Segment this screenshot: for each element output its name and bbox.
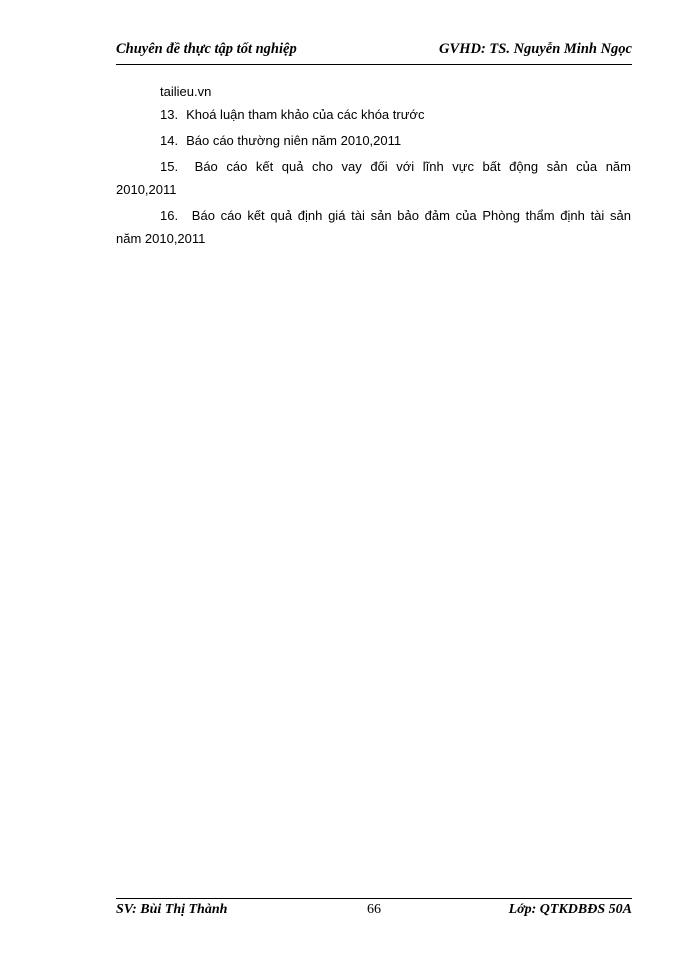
reference-number: 13.: [160, 107, 179, 122]
reference-continued-line: tailieu.vn: [160, 84, 212, 99]
reference-number: 14.: [160, 133, 179, 148]
reference-item-14: [116, 129, 631, 152]
reference-text-continued: 2010,2011: [116, 182, 177, 197]
reference-text-continued: năm 2010,2011: [116, 231, 206, 246]
footer-student-name: SV: Bùi Thị Thành: [116, 902, 228, 917]
reference-number: 15.: [160, 159, 179, 174]
reference-number: 16.: [160, 208, 179, 223]
reference-text: Khoá luận tham khảo của các khóa trước: [186, 107, 425, 122]
reference-item-16: [116, 204, 631, 250]
footer-class: Lớp: QTKDBĐS 50A: [508, 902, 632, 917]
header-report-title: Chuyên đề thực tập tốt nghiệp: [116, 41, 297, 57]
reference-item-15: [116, 155, 631, 201]
page-footer: [116, 898, 632, 921]
header-supervisor: GVHD: TS. Nguyễn Minh Ngọc: [439, 41, 632, 57]
footer-page-number: 66: [367, 902, 381, 917]
reference-text: Báo cáo kết quả định giá tài sản bảo đảm của Phòng thẩm định tài sản: [191, 208, 631, 223]
reference-item-13: [116, 103, 631, 126]
reference-text: Báo cáo thường niên năm 2010,2011: [186, 133, 402, 148]
reference-list: [116, 80, 631, 253]
reference-text: Báo cáo kết quả cho vay đối với lĩnh vực bất động sản của năm: [194, 159, 631, 174]
page-header: [116, 40, 632, 65]
